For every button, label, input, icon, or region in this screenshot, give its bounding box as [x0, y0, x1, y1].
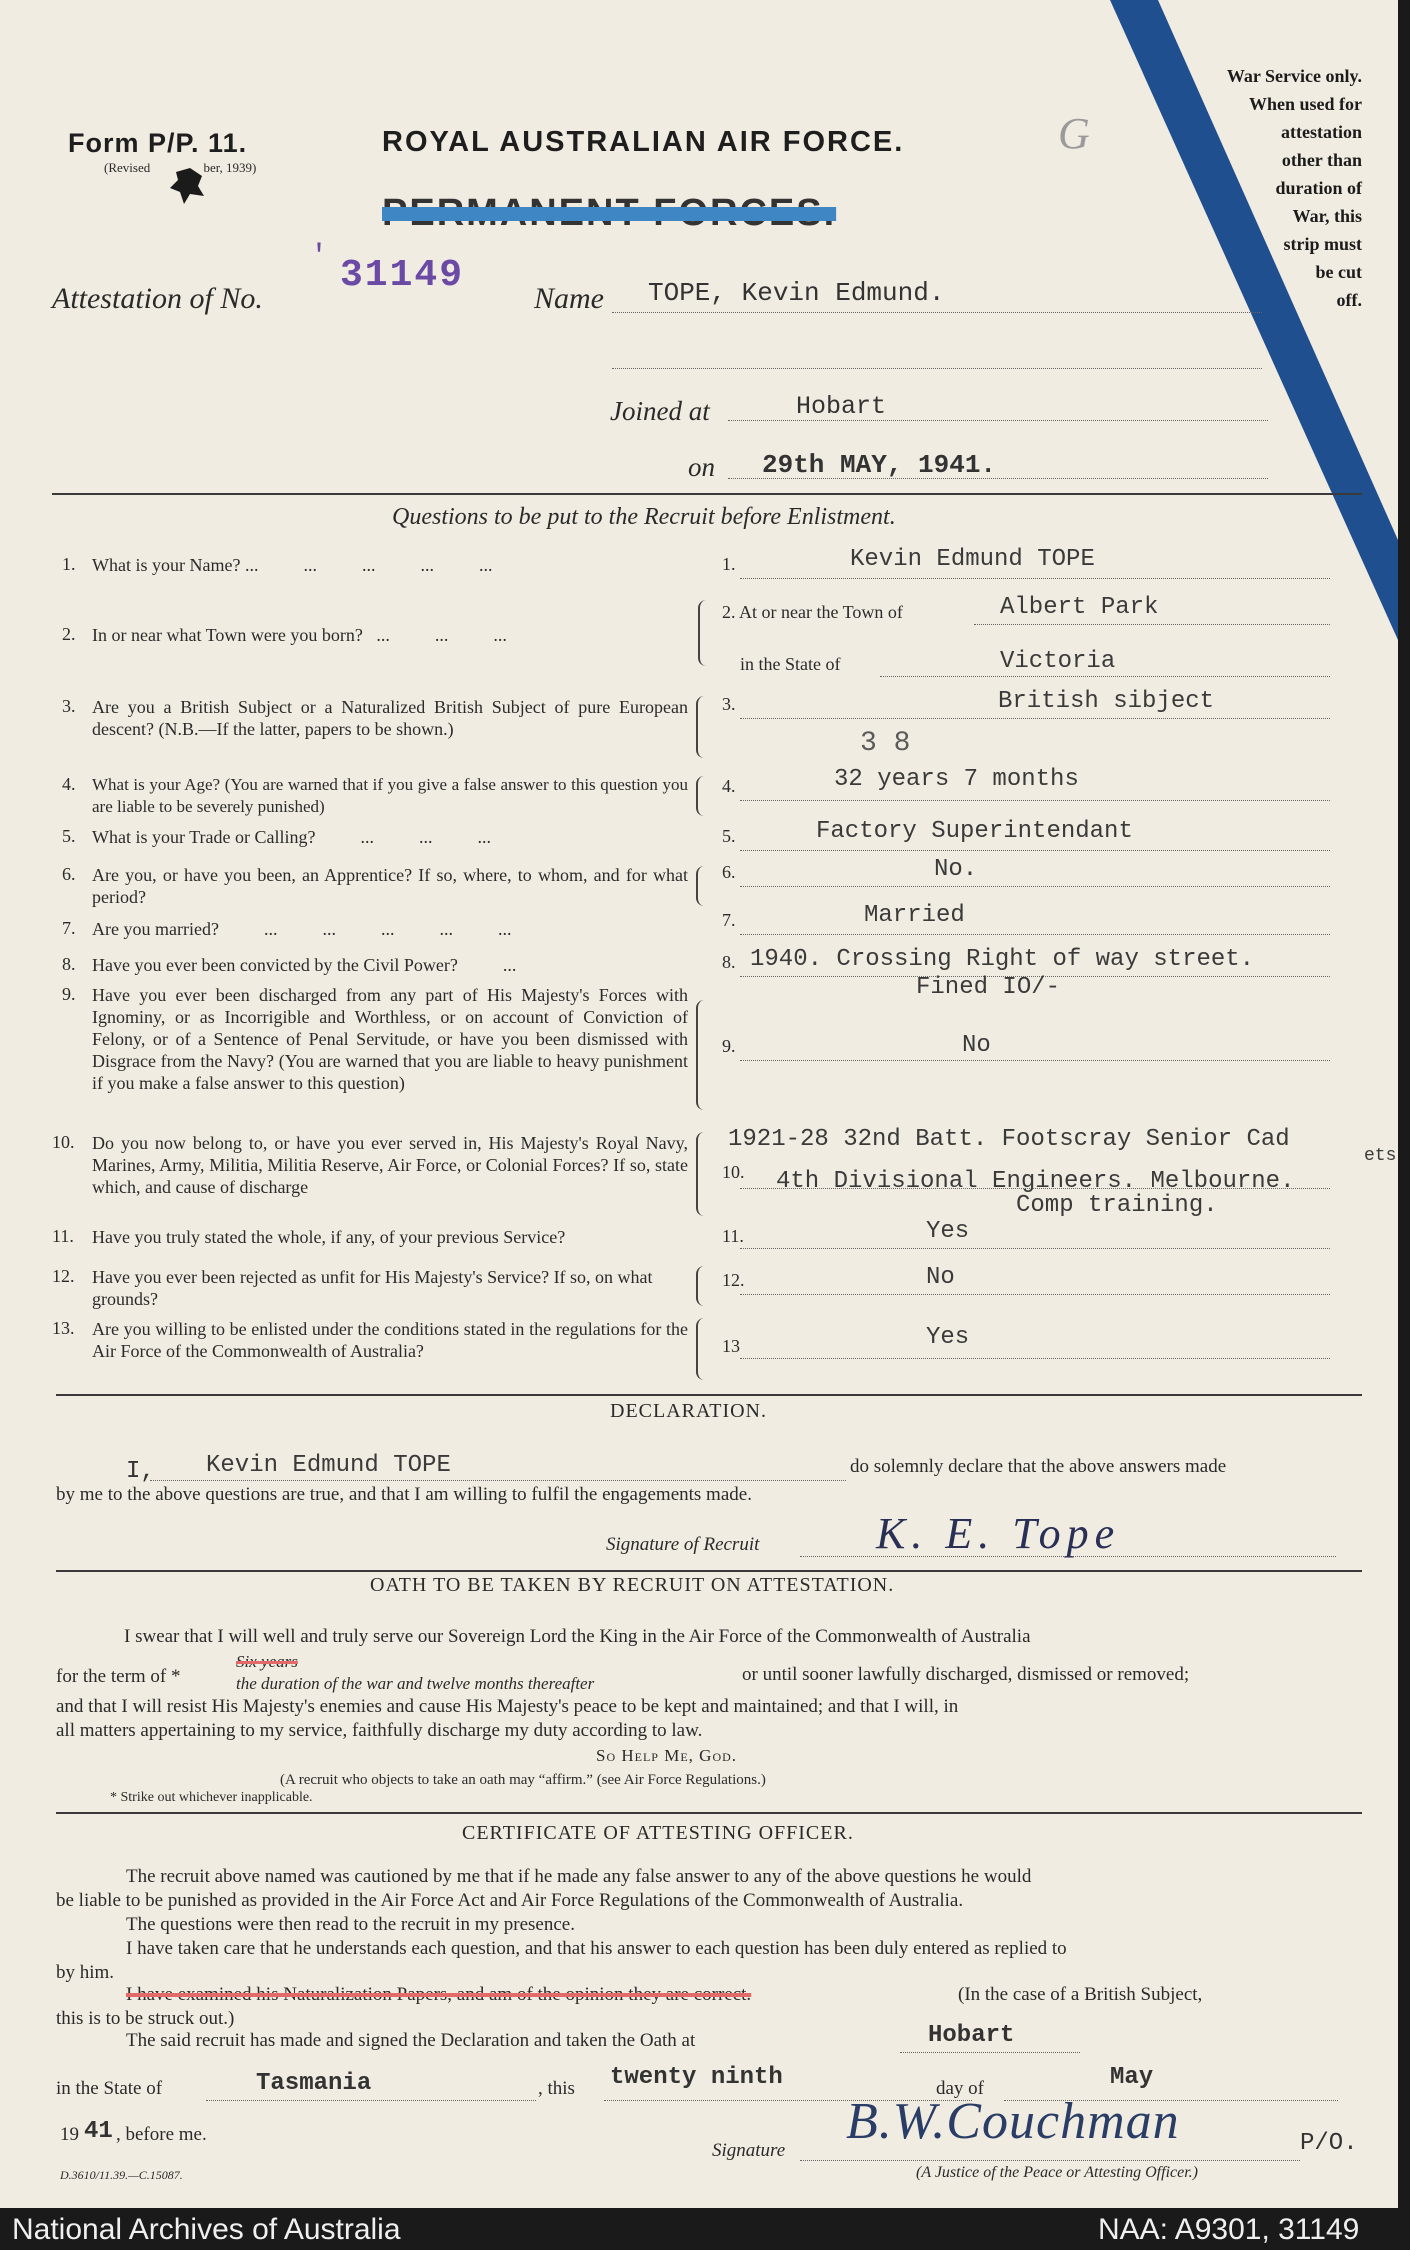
a4-correction: 3 8: [860, 728, 911, 759]
war-line-6: War, this: [1292, 206, 1362, 226]
a4-line: [740, 800, 1330, 801]
a8-answer: 1940. Crossing Right of way street.: [750, 946, 1255, 973]
oath-line-3: and that I will resist His Majesty's enemies and cause His Majesty's peace to be kept and maintained; and that I will, in: [56, 1696, 959, 1717]
certificate-p3a: I have taken care that he understands each question, and that his answer to each question has been duly entered as replied to: [126, 1938, 1067, 1959]
certificate-p4b: this is to be struck out.): [56, 2008, 235, 2029]
ink-blot: [168, 166, 208, 206]
brace-6: [696, 866, 704, 906]
war-line-1: War Service only.: [1226, 66, 1362, 86]
a7-answer: Married: [864, 902, 965, 929]
q13-number: 13.: [52, 1318, 75, 1338]
a9-answer: No: [962, 1032, 991, 1059]
oath-line-1: I swear that I will well and truly serve our Sovereign Lord the King in the Air Force of the Commonwealth of Australia: [124, 1626, 1031, 1647]
declaration-text-1: do solemnly declare that the above answers made: [850, 1456, 1227, 1477]
oath-line-4: all matters appertaining to my service, faithfully discharge my duty according to law.: [56, 1720, 703, 1741]
joined-value: Hobart: [796, 392, 887, 421]
signature-label: Signature: [712, 2140, 786, 2161]
a1-answer: Kevin Edmund TOPE: [850, 546, 1095, 573]
certificate-p2: The questions were then read to the recruit in my presence.: [126, 1914, 575, 1935]
oath-duration: the duration of the war and twelve months thereafter: [236, 1674, 595, 1693]
q12-text: Have you ever been rejected as unfit for His Majesty's Service? If so, on what grounds?: [92, 1267, 653, 1309]
oath-six-years-struck: Six years: [236, 1652, 298, 1671]
a3-answer: British sibject: [998, 688, 1215, 715]
certificate-p1a: The recruit above named was cautioned by me that if he made any false answer to any of the above questions he would: [126, 1866, 1032, 1887]
divider-top: [52, 493, 1362, 495]
a3-number: 3.: [722, 694, 736, 714]
q4-number: 4.: [62, 774, 76, 794]
a1-line: [740, 578, 1330, 579]
declaration-text-2: by me to the above questions are true, and that I am willing to fulfil the engagements made.: [56, 1484, 752, 1505]
q11-text: Have you truly stated the whole, if any, of your previous Service?: [92, 1227, 566, 1247]
a12-line: [740, 1294, 1330, 1295]
a9-number: 9.: [722, 1036, 736, 1056]
a13-answer: Yes: [926, 1324, 970, 1351]
name-line: [612, 312, 1262, 313]
war-line-7: strip must: [1283, 234, 1362, 254]
q2-text: In or near what Town were you born? ... ... ...: [92, 625, 507, 645]
on-value: 29th MAY, 1941.: [762, 450, 997, 480]
war-line-5: duration of: [1275, 178, 1362, 198]
a2-state-line: [880, 676, 1330, 677]
war-line-4: other than: [1281, 150, 1362, 170]
day-of-label: day of: [936, 2078, 985, 2099]
certificate-p4-rest: (In the case of a British Subject,: [958, 1984, 1203, 2005]
q12-number: 12.: [52, 1266, 75, 1286]
certificate-p5: The said recruit has made and signed the Declaration and taken the Oath at: [126, 2030, 696, 2051]
certificate-year: 41: [84, 2118, 113, 2145]
q1-text: What is your Name? ... ... ... ... ...: [92, 555, 493, 575]
brace-12: [696, 1266, 704, 1306]
footer-archive-name: National Archives of Australia: [12, 2213, 401, 2246]
war-line-3: attestation: [1281, 122, 1362, 142]
war-line-8: be cut: [1315, 262, 1362, 282]
a6-answer: No.: [934, 856, 978, 883]
attestation-tick: ': [310, 240, 329, 274]
this-label: , this: [538, 2078, 575, 2099]
form-number: Form P/P. 11.: [68, 128, 248, 158]
q8-number: 8.: [62, 954, 76, 974]
certificate-p3b: by him.: [56, 1962, 115, 1983]
q10-text: Do you now belong to, or have you ever served in, His Majesty's Royal Navy, Marines, Army, Militia, Militia Reserve, Air Force, or Colonial Forces? If so, state which, and cause of discharge: [92, 1133, 688, 1197]
a7-line: [740, 934, 1330, 935]
a4-answer: 32 years 7 months: [834, 766, 1079, 793]
recruit-signature: K. E. Tope: [876, 1509, 1121, 1558]
war-line-9: off.: [1336, 290, 1362, 310]
permanent-forces-struck: PERMANENT FORCES.: [382, 192, 837, 234]
declaration-sig-label: Signature of Recruit: [606, 1534, 760, 1555]
footer-archive-reference: NAA: A9301, 31149: [1098, 2213, 1360, 2246]
brace-13: [696, 1318, 704, 1380]
officer-rank: P/O.: [1300, 2130, 1358, 2157]
pencil-mark: G: [1058, 109, 1090, 158]
name-label: Name: [534, 282, 604, 315]
brace-4: [696, 776, 704, 816]
state-label: in the State of: [56, 2078, 163, 2099]
a13-number: 13: [722, 1336, 740, 1356]
q3-text: Are you a British Subject or a Naturalized British Subject of pure European descent? (N.B.—If the latter, papers to be shown.): [92, 697, 688, 739]
brace-2: [698, 600, 706, 666]
a8-number: 8.: [722, 952, 736, 972]
q10-number: 10.: [52, 1132, 75, 1152]
certificate-day: twenty ninth: [610, 2064, 783, 2091]
a5-answer: Factory Superintendant: [816, 818, 1133, 845]
on-label: on: [688, 452, 715, 482]
place-line: [900, 2052, 1080, 2053]
a2-line: [974, 624, 1330, 625]
a6-line: [740, 886, 1330, 887]
a3-line: [740, 718, 1330, 719]
a2-answer: Albert Park: [1000, 594, 1159, 621]
q6-text: Are you, or have you been, an Apprentice? If so, where, to whom, and for what period?: [92, 865, 688, 907]
print-reference: D.3610/11.39.—C.15087.: [60, 2168, 183, 2182]
a11-number: 11.: [722, 1226, 744, 1246]
oath-so-help: So Help Me, God.: [596, 1746, 738, 1765]
attestation-number: 31149: [340, 254, 465, 297]
declaration-name: Kevin Edmund TOPE: [206, 1452, 451, 1479]
q11-number: 11.: [52, 1226, 74, 1246]
officer-caption: (A Justice of the Peace or Attesting Officer.): [916, 2164, 1198, 2181]
q9-text: Have you ever been discharged from any part of His Majesty's Forces with Ignominy, or as Incorrigible and Worthless, or on account of Conviction of Felony, or of a Sentence of Penal Servitude, or have you been dismissed with Disgrace from the Navy? (You are warned that you are liable to heavy punishment if you make a false answer to this question): [92, 985, 688, 1093]
oath-line-2: or until sooner lawfully discharged, dismissed or removed;: [742, 1664, 1190, 1685]
q4-text: What is your Age? (You are warned that if you give a false answer to this question you are liable to be severely punished): [92, 775, 688, 816]
officer-signature: B.W.Couchman: [846, 2093, 1180, 2150]
declaration-heading: DECLARATION.: [610, 1400, 767, 1422]
q2-number: 2.: [62, 624, 76, 644]
a2-state-label: in the State of: [740, 654, 841, 674]
declaration-prefix: I,: [126, 1458, 155, 1485]
a11-answer: Yes: [926, 1218, 970, 1245]
oath-affirm: (A recruit who objects to take an oath may “affirm.” (see Air Force Regulations.): [280, 1772, 766, 1788]
a4-number: 4.: [722, 776, 736, 796]
officer-sig-line: [800, 2160, 1300, 2161]
a10-answer-2: 4th Divisional Engineers. Melbourne.: [776, 1168, 1295, 1195]
oath-heading: OATH TO BE TAKEN BY RECRUIT ON ATTESTATION.: [370, 1574, 895, 1596]
brace-10: [696, 1132, 704, 1216]
a12-answer: No: [926, 1264, 955, 1291]
q8-text: Have you ever been convicted by the Civil Power? ...: [92, 955, 517, 975]
divider-questions: [56, 1394, 1362, 1396]
q13-text: Are you willing to be enlisted under the conditions stated in the regulations for the Air Force of the Commonwealth of Australia?: [92, 1319, 688, 1361]
a10-number: 10.: [722, 1162, 745, 1182]
certificate-p1b: be liable to be punished as provided in the Air Force Act and Air Force Regulations of the Commonwealth of Australia.: [56, 1890, 964, 1911]
revised-prefix: (Revised: [104, 160, 154, 175]
a6-number: 6.: [722, 862, 736, 882]
q3-number: 3.: [62, 696, 76, 716]
name-line-2: [612, 368, 1262, 369]
q5-text: What is your Trade or Calling? ... ... ...: [92, 827, 491, 847]
q5-number: 5.: [62, 826, 76, 846]
a2-number: 2. At or near the Town of: [722, 602, 903, 622]
a12-number: 12.: [722, 1270, 745, 1290]
divider-declaration: [56, 1570, 1362, 1572]
brace-3: [696, 696, 704, 758]
a13-line: [740, 1358, 1330, 1359]
a11-line: [740, 1248, 1330, 1249]
a9-line: [740, 1060, 1330, 1061]
name-value: TOPE, Kevin Edmund.: [648, 278, 945, 308]
a7-number: 7.: [722, 910, 736, 930]
form-title: ROYAL AUSTRALIAN AIR FORCE.: [382, 126, 905, 158]
divider-oath: [56, 1812, 1362, 1814]
state-line: [206, 2100, 536, 2101]
oath-term-prefix: for the term of *: [56, 1666, 181, 1687]
a10-answer-suffix: ets: [1364, 1146, 1397, 1166]
before-me: , before me.: [116, 2124, 207, 2145]
a2-state-answer: Victoria: [1000, 648, 1116, 675]
declaration-name-line: [150, 1480, 846, 1481]
revised-date: ber, 1939): [203, 160, 257, 175]
q9-number: 9.: [62, 984, 76, 1004]
oath-strike-note: * Strike out whichever inapplicable.: [110, 1790, 313, 1805]
a1-number: 1.: [722, 554, 736, 574]
a10-answer-3: Comp training.: [1016, 1192, 1218, 1219]
certificate-state: Tasmania: [256, 2070, 372, 2097]
q6-number: 6.: [62, 864, 76, 884]
attestation-label: Attestation of No.: [52, 282, 263, 315]
questions-heading: Questions to be put to the Recruit before Enlistment.: [392, 504, 896, 530]
a10-answer: 1921-28 32nd Batt. Footscray Senior Cad: [728, 1126, 1290, 1153]
joined-label: Joined at: [610, 396, 710, 426]
year-prefix: 19: [60, 2124, 79, 2145]
certificate-heading: CERTIFICATE OF ATTESTING OFFICER.: [462, 1822, 854, 1844]
q7-number: 7.: [62, 918, 76, 938]
a8-answer-2: Fined IO/-: [916, 974, 1061, 1001]
a5-number: 5.: [722, 826, 736, 846]
q1-number: 1.: [62, 554, 76, 574]
a5-line: [740, 850, 1330, 851]
certificate-month: May: [1110, 2064, 1154, 2091]
war-service-note: [1180, 62, 1362, 314]
brace-9: [696, 1000, 704, 1110]
war-line-2: When used for: [1248, 94, 1362, 114]
certificate-p4-struck: I have examined his Naturalization Papers, and am of the opinion they are correct.: [126, 1984, 752, 2005]
q7-text: Are you married? ... ... ... ... ...: [92, 919, 512, 939]
certificate-place: Hobart: [928, 2022, 1015, 2049]
